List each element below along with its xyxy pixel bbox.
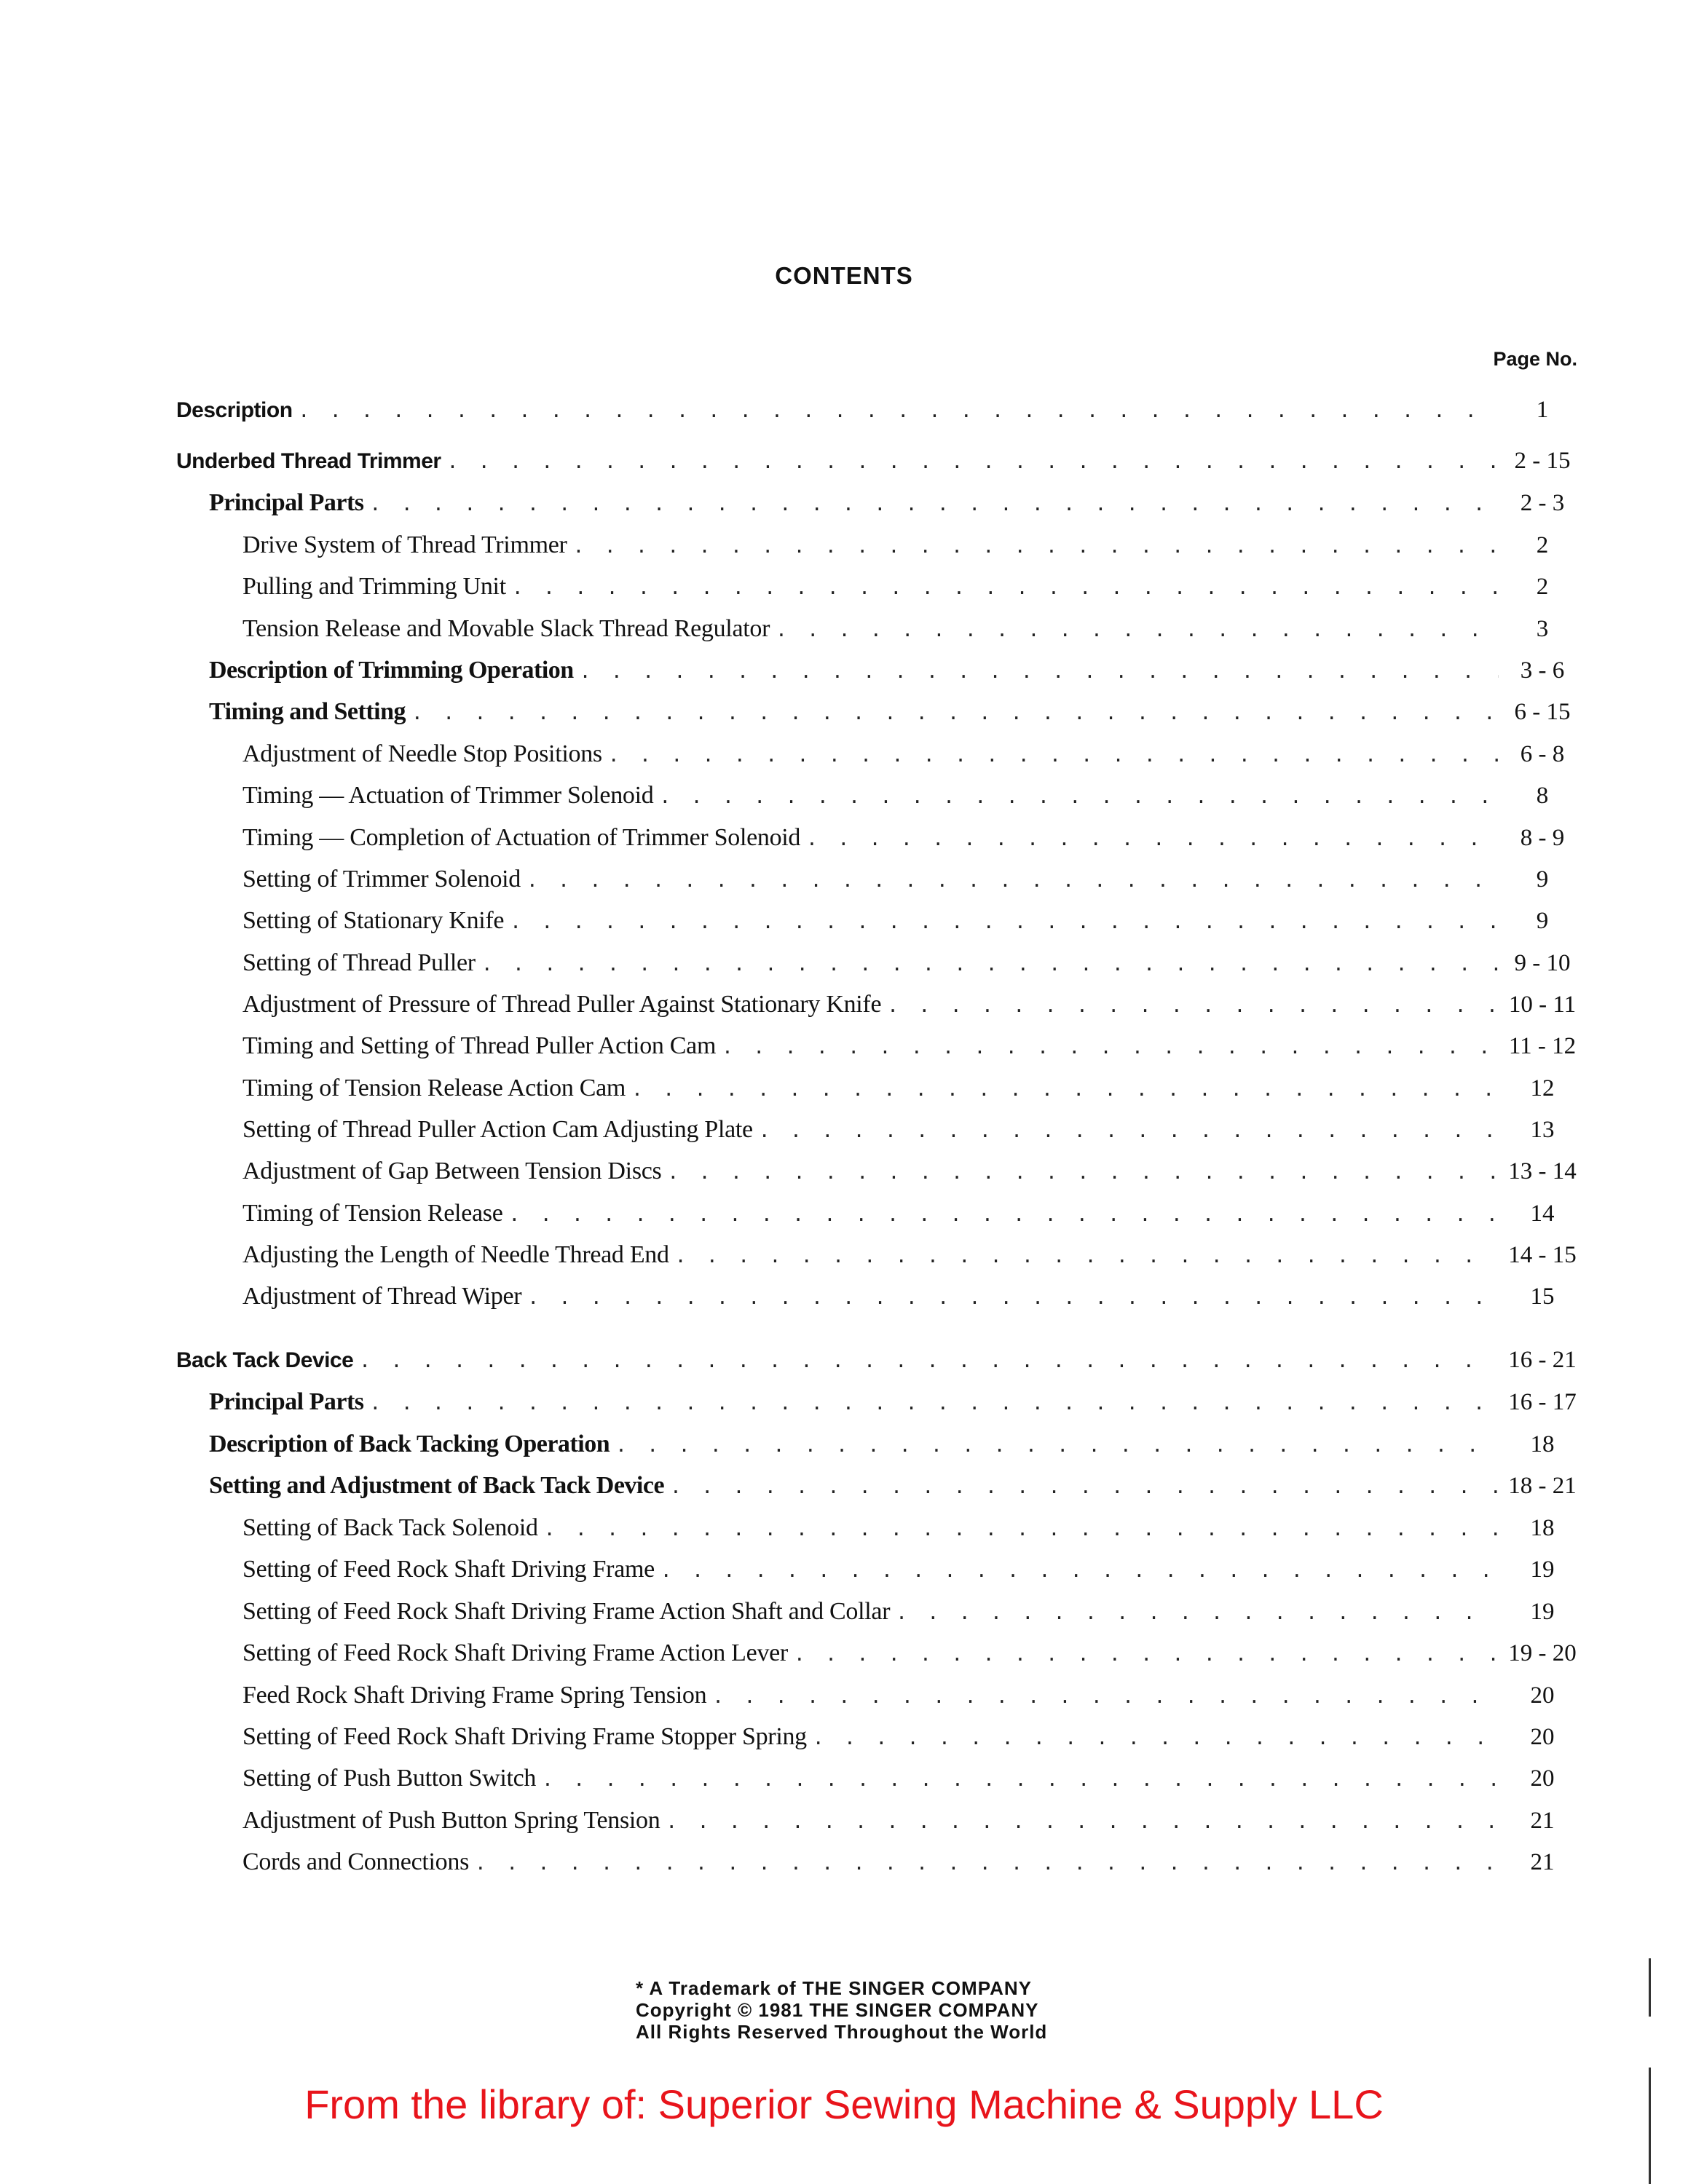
toc-entry-title: Pulling and Trimming Unit — [242, 573, 506, 600]
toc-entry-title: Adjustment of Gap Between Tension Discs — [242, 1158, 662, 1184]
toc-entry-page: 2 - 3 — [1520, 490, 1565, 516]
dot-leader — [526, 870, 1499, 899]
dot-leader — [667, 1162, 1499, 1191]
dot-leader — [512, 577, 1499, 606]
toc-entry-title: Description — [176, 398, 293, 422]
toc-entry-page: 2 — [1536, 532, 1549, 558]
copyright-line: Copyright © 1981 THE SINGER COMPANY — [636, 1999, 1039, 2021]
toc-entry-page: 12 — [1530, 1075, 1555, 1101]
dot-leader — [675, 1246, 1499, 1275]
toc-entry-page: 13 - 14 — [1508, 1158, 1577, 1184]
dot-leader — [527, 1287, 1499, 1316]
dot-leader — [481, 954, 1499, 983]
toc-entry-page: 21 — [1530, 1849, 1555, 1875]
toc-entry-title: Setting of Stationary Knife — [242, 907, 505, 934]
toc-entry — [0, 1116, 1688, 1148]
toc-entry — [0, 1472, 1688, 1504]
page-title: CONTENTS — [775, 262, 913, 289]
toc-entry-page: 20 — [1530, 1682, 1555, 1709]
toc-entry-title: Setting of Trimmer Solenoid — [242, 866, 521, 893]
toc-entry — [0, 698, 1688, 730]
toc-entry-title: Adjustment of Thread Wiper — [242, 1283, 522, 1310]
dot-leader — [659, 786, 1499, 815]
toc-entry-title: Timing — Actuation of Trimmer Solenoid — [242, 782, 654, 809]
toc-entry — [0, 1682, 1688, 1714]
toc-entry-title: Drive System of Thread Trimmer — [242, 531, 567, 558]
toc-entry — [0, 1765, 1688, 1797]
toc-entry-page: 20 — [1530, 1724, 1555, 1750]
toc-entry-title: Setting of Feed Rock Shaft Driving Frame — [242, 1556, 655, 1583]
toc-entry — [0, 1807, 1688, 1839]
toc-entry-title: Timing and Setting — [209, 698, 406, 725]
dot-leader — [813, 1728, 1499, 1757]
dot-leader — [542, 1769, 1499, 1798]
dot-leader — [509, 1204, 1499, 1233]
toc-entry-title: Description of Trimming Operation — [209, 657, 574, 684]
toc-entry — [0, 740, 1688, 772]
toc-entry-title: Timing of Tension Release Action Cam — [242, 1075, 626, 1101]
dot-leader — [660, 1560, 1499, 1589]
toc-entry-title: Description of Back Tacking Operation — [209, 1431, 610, 1457]
toc-entry — [0, 1388, 1688, 1420]
toc-entry-title: Setting of Thread Puller — [242, 949, 476, 976]
toc-entry — [0, 1075, 1688, 1107]
dot-leader — [631, 1079, 1499, 1108]
dot-leader — [666, 1811, 1499, 1840]
toc-entry — [0, 1598, 1688, 1630]
dot-leader — [370, 1393, 1499, 1422]
toc-entry — [0, 1514, 1688, 1546]
toc-entry-page: 14 - 15 — [1508, 1242, 1577, 1268]
toc-entry-page: 16 - 21 — [1508, 1347, 1577, 1373]
toc-entry — [0, 573, 1688, 605]
toc-entry-title: Setting of Feed Rock Shaft Driving Frame Action Lever — [242, 1639, 788, 1666]
dot-leader — [370, 494, 1499, 523]
toc-entry-page: 2 — [1536, 574, 1549, 600]
toc-entry-page: 16 - 17 — [1508, 1389, 1577, 1415]
toc-entry-title: Setting of Feed Rock Shaft Driving Frame Stopper Spring — [242, 1723, 807, 1750]
toc-entry-page: 15 — [1530, 1283, 1555, 1310]
toc-entry-page: 19 — [1530, 1599, 1555, 1625]
toc-entry-title: Back Tack Device — [176, 1348, 354, 1372]
dot-leader — [299, 400, 1499, 430]
toc-entry-title: Adjusting the Length of Needle Thread End — [242, 1241, 669, 1268]
toc-entry — [0, 1032, 1688, 1064]
toc-entry — [0, 1158, 1688, 1190]
scan-edge-mark — [1649, 1958, 1651, 2017]
toc-entry-page: 11 - 12 — [1508, 1033, 1577, 1059]
toc-entry — [0, 1431, 1688, 1463]
toc-entry — [0, 907, 1688, 939]
toc-entry-title: Adjustment of Pressure of Thread Puller Against Stationary Knife — [242, 991, 882, 1018]
toc-entry-page: 19 - 20 — [1508, 1640, 1577, 1666]
toc-entry-title: Adjustment of Needle Stop Positions — [242, 740, 602, 767]
toc-entry — [0, 1639, 1688, 1671]
toc-entry-page: 8 - 9 — [1520, 825, 1565, 851]
toc-entry-title: Feed Rock Shaft Driving Frame Spring Tension — [242, 1682, 707, 1709]
scan-edge-mark — [1649, 2068, 1651, 2184]
dot-leader — [510, 911, 1499, 941]
toc-entry-title: Timing and Setting of Thread Puller Action Cam — [242, 1032, 717, 1059]
toc-entry-title: Timing — Completion of Actuation of Trimmer Solenoid — [242, 824, 801, 851]
toc-entry-page: 9 — [1536, 866, 1549, 893]
toc-entry-page: 13 — [1530, 1117, 1555, 1143]
toc-entry — [0, 1283, 1688, 1315]
dot-leader — [544, 1519, 1499, 1548]
dot-leader — [722, 1037, 1499, 1066]
toc-entry — [0, 1347, 1688, 1379]
toc-entry-title: Principal Parts — [209, 1388, 364, 1415]
toc-entry — [0, 1200, 1688, 1232]
dot-leader — [759, 1120, 1499, 1150]
dot-leader — [776, 620, 1499, 649]
dot-leader — [806, 828, 1499, 858]
dot-leader — [896, 1602, 1499, 1631]
toc-entry — [0, 1723, 1688, 1755]
dot-leader — [573, 536, 1499, 565]
dot-leader — [608, 745, 1499, 774]
toc-entry-page: 19 — [1530, 1556, 1555, 1583]
toc-entry-page: 18 — [1530, 1431, 1555, 1457]
rights-line: All Rights Reserved Throughout the World — [636, 2021, 1048, 2043]
toc-entry-title: Setting of Thread Puller Action Cam Adjusting Plate — [242, 1116, 753, 1143]
toc-entry — [0, 531, 1688, 563]
toc-entry-page: 6 - 15 — [1514, 699, 1571, 725]
toc-entry — [0, 866, 1688, 898]
copyright-footer — [636, 1977, 1145, 2043]
toc-entry-title: Setting of Back Tack Solenoid — [242, 1514, 538, 1541]
toc-entry-page: 6 - 8 — [1520, 741, 1565, 767]
dot-leader — [670, 1476, 1499, 1506]
toc-entry — [0, 1848, 1688, 1880]
toc-entry-title: Timing of Tension Release — [242, 1200, 503, 1227]
toc-entry-title: Principal Parts — [209, 489, 364, 516]
dot-leader — [475, 1853, 1499, 1882]
toc-entry-page: 14 — [1530, 1200, 1555, 1227]
dot-leader — [447, 451, 1499, 480]
toc-entry-title: Setting and Adjustment of Back Tack Device — [209, 1472, 665, 1499]
toc-entry-title: Underbed Thread Trimmer — [176, 449, 441, 473]
toc-entry — [0, 1241, 1688, 1273]
toc-entry-page: 18 — [1530, 1515, 1555, 1541]
dot-leader — [794, 1644, 1499, 1673]
toc-entry — [0, 949, 1688, 981]
toc-entry — [0, 489, 1688, 521]
trademark-line: * A Trademark of THE SINGER COMPANY — [636, 1977, 1033, 1999]
dot-leader — [411, 703, 1499, 732]
dot-leader — [615, 1435, 1499, 1464]
library-notice: From the library of: Superior Sewing Machine & Supply LLC — [304, 2081, 1384, 2127]
dot-leader — [712, 1686, 1499, 1715]
toc-entry-page: 9 — [1536, 908, 1549, 934]
toc-entry-page: 3 - 6 — [1520, 657, 1565, 684]
dot-leader — [887, 995, 1499, 1024]
page-number-column-header: Page No. — [1493, 348, 1577, 370]
toc-entry-page: 2 - 15 — [1514, 448, 1571, 474]
toc-entry-page: 10 - 11 — [1508, 992, 1577, 1018]
toc-entry — [0, 991, 1688, 1023]
toc-entry-page: 21 — [1530, 1808, 1555, 1834]
toc-entry-page: 3 — [1536, 616, 1549, 642]
toc-entry — [0, 782, 1688, 814]
toc-entry — [0, 397, 1688, 429]
toc-entry — [0, 1556, 1688, 1588]
toc-entry-page: 20 — [1530, 1765, 1555, 1792]
toc-entry — [0, 657, 1688, 689]
toc-entry-page: 1 — [1536, 397, 1549, 423]
toc-entry-title: Setting of Feed Rock Shaft Driving Frame Action Shaft and Collar — [242, 1598, 891, 1625]
toc-entry-page: 18 - 21 — [1508, 1473, 1577, 1499]
toc-entry-page: 9 - 10 — [1514, 950, 1571, 976]
toc-entry-title: Setting of Push Button Switch — [242, 1765, 537, 1792]
toc-entry — [0, 824, 1688, 856]
toc-entry — [0, 615, 1688, 647]
toc-entry — [0, 448, 1688, 480]
toc-entry-page: 8 — [1536, 783, 1549, 809]
toc-entry-title: Tension Release and Movable Slack Thread Regulator — [242, 615, 770, 642]
dot-leader — [359, 1350, 1499, 1380]
dot-leader — [580, 661, 1499, 690]
toc-entry-title: Adjustment of Push Button Spring Tension — [242, 1807, 660, 1834]
toc-entry-title: Cords and Connections — [242, 1848, 470, 1875]
